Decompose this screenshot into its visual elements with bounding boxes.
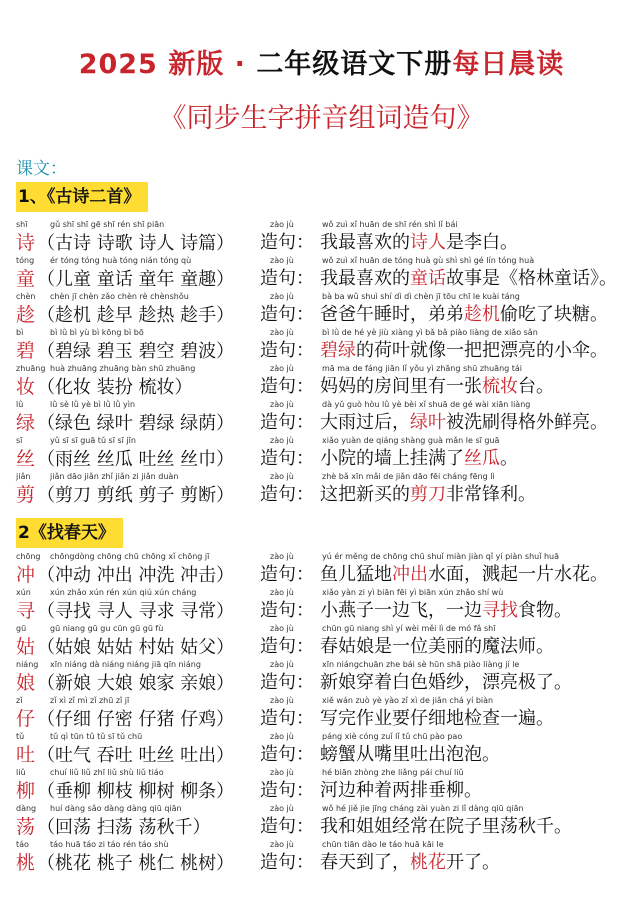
example-sentence [320, 232, 518, 254]
words-pinyin: tǔ qì tūn tǔ tǔ sī tǔ chū [50, 732, 143, 741]
row-line [16, 672, 572, 695]
sentence-text: 新娘穿着白色婚纱，漂亮极了。 [320, 672, 572, 693]
example-sentence [320, 340, 608, 362]
zaoju-pinyin: zào jù [270, 732, 294, 741]
zaoju-pinyin: zào jù [270, 472, 294, 481]
words-pinyin: chōngdòng chōng chū chōng xǐ chōng jī [50, 552, 210, 561]
vocab-char: 姑 [16, 636, 36, 658]
sentence-text: 的荷叶就像一把把漂亮的小伞。 [356, 340, 608, 361]
sentence-pinyin: wǒ zuì xǐ huān de tóng huà gù shì shì gé lín tóng huà [322, 256, 535, 265]
vocab-row [16, 840, 636, 876]
sentence-text: 小院的墙上挂满了 [320, 448, 464, 469]
row-line [16, 268, 617, 291]
vocab-row [16, 400, 636, 436]
sentence-pinyin: xiě wán zuò yè yào zǐ xì de jiǎn chá yí biàn [322, 696, 494, 705]
example-sentence [320, 744, 500, 766]
words-pinyin: ér tóng tóng huà tóng nián tóng qù [50, 256, 192, 265]
sentence-text: 河边种着两排垂柳。 [320, 780, 482, 801]
words-pinyin: gǔ shī shī gē shī rén shī piān [50, 220, 165, 229]
vocab-row [16, 472, 636, 508]
vocab-char: 剪 [16, 484, 36, 506]
title-edition: 新版 · [157, 49, 257, 80]
sentence-text: 偷吃了块糖。 [500, 304, 608, 325]
subtitle: 《同步生字拼音组词造句》 [159, 103, 484, 134]
word-group: （垂柳 柳枝 柳树 柳条） [37, 781, 235, 802]
words-pinyin: chuí liǔ liǔ zhī liǔ shù liǔ tiáo [50, 768, 164, 777]
example-sentence [320, 448, 518, 470]
vocab-row [16, 768, 636, 804]
vocab-row [16, 624, 636, 660]
zaoju-label: 造句： [260, 780, 314, 801]
zaoju-pinyin: zào jù [270, 436, 294, 445]
sentence-pinyin: wǒ zuì xǐ huān de shī rén shì lǐ bái [322, 220, 458, 229]
vocab-char: 诗 [16, 232, 36, 254]
zaoju-pinyin: zào jù [270, 768, 294, 777]
sentence-highlight: 诗人 [410, 232, 446, 253]
row-line [16, 564, 608, 587]
sentence-pinyin: xiǎo yàn zi yì biān fēi yì biān xún zhǎo shí wù [322, 588, 504, 597]
example-sentence [320, 376, 554, 398]
vocab-char: 吐 [16, 744, 36, 766]
sentence-highlight: 趁机 [464, 304, 500, 325]
word-group: （吐气 吞吐 吐丝 吐出） [37, 745, 235, 766]
example-sentence [320, 672, 572, 694]
example-sentence [320, 412, 608, 434]
page-title [0, 42, 643, 81]
vocab-char: 寻 [16, 600, 36, 622]
row-line [16, 744, 500, 767]
zaoju-pinyin: zào jù [270, 660, 294, 669]
sentence-text: 妈妈的房间里有一张 [320, 376, 482, 397]
section-title: 2《找春天》 [16, 518, 123, 548]
sentence-pinyin: chūn tiān dào le táo huā kāi le [322, 840, 444, 849]
char-pinyin: sī [16, 436, 23, 445]
vocab-row [16, 552, 636, 588]
vocab-row [16, 696, 636, 732]
zaoju-label: 造句： [260, 672, 314, 693]
vocab-row [16, 328, 636, 364]
char-pinyin: jiǎn [16, 472, 31, 481]
sentence-pinyin: yú ér měng de chōng chū shuǐ miàn jiàn qǐ yí piàn shuǐ huā [322, 552, 560, 561]
sentence-pinyin: dà yǔ guò hòu lǜ yè bèi xǐ shuā de gé wài xiān liàng [322, 400, 531, 409]
sentence-highlight: 丝瓜 [464, 448, 500, 469]
sentence-text: 爸爸午睡时，弟弟 [320, 304, 464, 325]
row-line [16, 852, 500, 875]
row-line [16, 636, 554, 659]
title-daily: 每日晨读 [452, 49, 565, 80]
example-sentence [320, 816, 572, 838]
sentence-highlight: 童话 [410, 268, 446, 289]
word-group: （绿色 绿叶 碧绿 绿荫） [37, 413, 235, 434]
zaoju-label: 造句： [260, 232, 314, 253]
sentence-highlight: 碧绿 [320, 340, 356, 361]
row-line [16, 340, 608, 363]
zaoju-pinyin: zào jù [270, 256, 294, 265]
word-group: （碧绿 碧玉 碧空 碧波） [37, 341, 235, 362]
sentence-text: 这把新买的 [320, 484, 410, 505]
vocab-char: 趁 [16, 304, 36, 326]
sentence-text: 写完作业要仔细地检查一遍。 [320, 708, 554, 729]
sentence-text: 被洗刷得格外鲜亮。 [446, 412, 608, 433]
sentence-highlight: 绿叶 [410, 412, 446, 433]
example-sentence [320, 708, 554, 730]
sentence-text: 食物。 [518, 600, 572, 621]
sentence-text: 我最喜欢的 [320, 232, 410, 253]
words-pinyin: huà zhuāng zhuāng bàn shū zhuāng [50, 364, 196, 373]
example-sentence [320, 268, 617, 290]
sentence-highlight: 桃花 [410, 852, 446, 873]
vocab-char: 童 [16, 268, 36, 290]
vocab-char: 碧 [16, 340, 36, 362]
vocab-row [16, 292, 636, 328]
vocab-row [16, 220, 636, 256]
zaoju-pinyin: zào jù [270, 220, 294, 229]
row-line [16, 376, 554, 399]
zaoju-label: 造句： [260, 564, 314, 585]
word-group: （化妆 装扮 梳妆） [37, 377, 193, 398]
words-pinyin: bì lǜ bì yù bì kōng bì bō [50, 328, 144, 337]
title-year: 2025 [78, 49, 158, 80]
words-pinyin: gū niang gū gu cūn gū gū fù [50, 624, 164, 633]
zaoju-label: 造句： [260, 412, 314, 433]
zaoju-pinyin: zào jù [270, 328, 294, 337]
char-pinyin: lǜ [16, 400, 24, 409]
sentence-highlight: 冲出 [392, 564, 428, 585]
sentence-pinyin: xiǎo yuàn de qiáng shàng guà mǎn le sī guā [322, 436, 500, 445]
zaoju-label: 造句： [260, 484, 314, 505]
title-grade: 二年级语文下册 [256, 49, 453, 80]
zaoju-label: 造句： [260, 448, 314, 469]
sentence-text: 春姑娘是一位美丽的魔法师。 [320, 636, 554, 657]
word-group: （雨丝 丝瓜 吐丝 丝巾） [37, 449, 235, 470]
row-line [16, 412, 608, 435]
zaoju-pinyin: zào jù [270, 804, 294, 813]
char-pinyin: zhuāng [16, 364, 46, 373]
sentence-text: 我和姐姐经常在院子里荡秋千。 [320, 816, 572, 837]
row-line [16, 600, 572, 623]
example-sentence [320, 600, 572, 622]
sentence-text: 是李白。 [446, 232, 518, 253]
sentence-highlight: 梳妆 [482, 376, 518, 397]
sentence-pinyin: páng xiè cóng zuǐ lǐ tǔ chū pào pao [322, 732, 463, 741]
words-pinyin: xīn niáng dà niáng niáng jiā qīn niáng [50, 660, 201, 669]
vocab-row [16, 436, 636, 472]
word-group: （冲动 冲出 冲洗 冲击） [37, 565, 235, 586]
example-sentence [320, 780, 482, 802]
words-pinyin: táo huā táo zi táo rén táo shù [50, 840, 169, 849]
example-sentence [320, 484, 536, 506]
word-group: （仔细 仔密 仔猪 仔鸡） [37, 709, 235, 730]
vocab-char: 桃 [16, 852, 36, 874]
char-pinyin: dàng [16, 804, 37, 813]
words-pinyin: chèn jī chèn zǎo chèn rè chènshǒu [50, 292, 189, 301]
char-pinyin: xún [16, 588, 31, 597]
char-pinyin: chèn [16, 292, 36, 301]
word-group: （回荡 扫荡 荡秋千） [37, 817, 211, 838]
vocab-row [16, 256, 636, 292]
word-group: （寻找 寻人 寻求 寻常） [37, 601, 235, 622]
zaoju-pinyin: zào jù [270, 292, 294, 301]
zaoju-pinyin: zào jù [270, 840, 294, 849]
zaoju-label: 造句： [260, 744, 314, 765]
words-pinyin: huí dàng sǎo dàng dàng qiū qiān [50, 804, 182, 813]
example-sentence [320, 564, 608, 586]
char-pinyin: zǐ [16, 696, 23, 705]
zaoju-pinyin: zào jù [270, 552, 294, 561]
example-sentence [320, 852, 500, 874]
words-pinyin: xún zhǎo xún rén xún qiú xún cháng [50, 588, 197, 597]
row-line [16, 484, 536, 507]
vocab-row [16, 364, 636, 400]
char-pinyin: tóng [16, 256, 35, 265]
zaoju-label: 造句： [260, 304, 314, 325]
vocab-char: 娘 [16, 672, 36, 694]
sentence-text: 春天到了， [320, 852, 410, 873]
char-pinyin: bì [16, 328, 24, 337]
sentence-text: 台。 [518, 376, 554, 397]
vocab-row [16, 804, 636, 840]
words-pinyin: jiǎn dāo jiǎn zhǐ jiǎn zi jiǎn duàn [50, 472, 179, 481]
sentence-text: 故事是《格林童话》。 [446, 268, 617, 289]
row-line [16, 708, 554, 731]
word-group: （趁机 趁早 趁热 趁手） [37, 305, 235, 326]
vocab-char: 柳 [16, 780, 36, 802]
sentence-pinyin: bà ba wǔ shuì shí dì dì chèn jī tōu chī le kuài táng [322, 292, 520, 301]
example-sentence [320, 304, 608, 326]
sentence-highlight: 寻找 [482, 600, 518, 621]
sentence-text: 鱼儿猛地 [320, 564, 392, 585]
zaoju-label: 造句： [260, 268, 314, 289]
sentence-pinyin: bì lǜ de hé yè jiù xiàng yì bǎ bǎ piào liàng de xiǎo sǎn [322, 328, 538, 337]
char-pinyin: tǔ [16, 732, 25, 741]
vocab-char: 绿 [16, 412, 36, 434]
vocab-char: 妆 [16, 376, 36, 398]
row-line [16, 780, 482, 803]
sentence-text: 水面，溅起一片水花。 [428, 564, 608, 585]
vocab-row [16, 588, 636, 624]
sentence-text: 螃蟹从嘴里吐出泡泡。 [320, 744, 500, 765]
sentence-text: 非常锋利。 [446, 484, 536, 505]
word-group: （姑娘 姑姑 村姑 姑父） [37, 637, 235, 658]
char-pinyin: niáng [16, 660, 39, 669]
sentence-pinyin: mā ma de fáng jiān lǐ yǒu yì zhāng shū zhuāng tái [322, 364, 523, 373]
word-group: （桃花 桃子 桃仁 桃树） [37, 853, 235, 874]
sentence-pinyin: hé biān zhòng zhe liǎng pái chuí liǔ [322, 768, 464, 777]
words-pinyin: yǔ sī sī guā tǔ sī sī jīn [50, 436, 136, 445]
word-group: （剪刀 剪纸 剪子 剪断） [37, 485, 235, 506]
word-group: （古诗 诗歌 诗人 诗篇） [37, 233, 235, 254]
word-group: （新娘 大娘 娘家 亲娘） [37, 673, 235, 694]
zaoju-pinyin: zào jù [270, 400, 294, 409]
words-pinyin: zǐ xì zǐ mì zǐ zhū zǐ jī [50, 696, 130, 705]
sentence-pinyin: zhè bǎ xīn mǎi de jiǎn dāo fēi cháng fēng lì [322, 472, 495, 481]
sentence-text: 。 [500, 448, 518, 469]
vocab-char: 丝 [16, 448, 36, 470]
zaoju-pinyin: zào jù [270, 364, 294, 373]
vocab-row [16, 732, 636, 768]
words-pinyin: lǜ sè lǜ yè bì lǜ lǜ yìn [50, 400, 136, 409]
char-pinyin: táo [16, 840, 29, 849]
char-pinyin: chōng [16, 552, 41, 561]
row-line [16, 448, 518, 471]
sentence-pinyin: wǒ hé jiě jie jīng cháng zài yuàn zi lǐ dàng qiū qiān [322, 804, 524, 813]
example-sentence [320, 636, 554, 658]
sentence-text: 大雨过后， [320, 412, 410, 433]
vocab-char: 冲 [16, 564, 36, 586]
vocab-char: 仔 [16, 708, 36, 730]
char-pinyin: liǔ [16, 768, 26, 777]
zaoju-label: 造句： [260, 600, 314, 621]
zaoju-label: 造句： [260, 816, 314, 837]
zaoju-label: 造句： [260, 852, 314, 873]
row-line [16, 304, 608, 327]
zaoju-pinyin: zào jù [270, 696, 294, 705]
row-line [16, 816, 572, 839]
zaoju-pinyin: zào jù [270, 624, 294, 633]
sentence-text: 开了。 [446, 852, 500, 873]
vocab-row [16, 660, 636, 696]
sentence-highlight: 剪刀 [410, 484, 446, 505]
char-pinyin: gū [16, 624, 27, 633]
kewen-label: 课文： [16, 159, 67, 179]
zaoju-label: 造句： [260, 376, 314, 397]
zaoju-label: 造句： [260, 708, 314, 729]
sentence-text: 小燕子一边飞，一边 [320, 600, 482, 621]
word-group: （儿童 童话 童年 童趣） [37, 269, 235, 290]
zaoju-pinyin: zào jù [270, 588, 294, 597]
zaoju-label: 造句： [260, 636, 314, 657]
zaoju-label: 造句： [260, 340, 314, 361]
sentence-pinyin: chūn gū niang shì yí wèi měi lì de mó fǎ shī [322, 624, 496, 633]
sentence-pinyin: xīn niángchuān zhe bái sè hūn shā piào liàng jí le [322, 660, 520, 669]
row-line [16, 232, 518, 255]
section-title: 1、《古诗二首》 [16, 182, 148, 212]
sentence-text: 我最喜欢的 [320, 268, 410, 289]
char-pinyin: shī [16, 220, 28, 229]
vocab-char: 荡 [16, 816, 36, 838]
